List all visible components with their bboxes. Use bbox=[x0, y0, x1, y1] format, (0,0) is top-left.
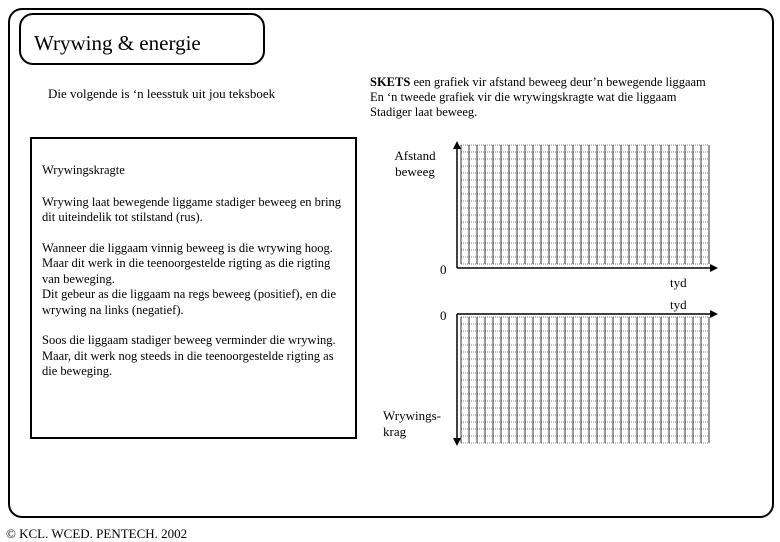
top-graph-ylabel-line-2: beweeg bbox=[395, 164, 435, 179]
top-graph-ylabel-line-1: Afstand bbox=[394, 148, 436, 163]
intro-text: Die volgende is ‘n leesstuk uit jou teksboek bbox=[48, 86, 276, 101]
sketch-line-2: En ‘n tweede grafiek vir die wrywingskragte wat die liggaam bbox=[370, 90, 677, 104]
bottom-graph-ylabel-line-1: Wrywings- bbox=[383, 408, 441, 423]
page-title: Wrywing & energie bbox=[19, 13, 265, 65]
reading-paragraph-2-line-1: Wanneer die liggaam vinnig beweeg is die wrywing hoog. bbox=[42, 240, 333, 255]
bottom-graph-grid[interactable] bbox=[461, 317, 709, 443]
bottom-graph-ylabel-line-2: krag bbox=[383, 424, 407, 439]
sketch-keyword: SKETS bbox=[370, 75, 411, 89]
copyright-footer: © KCL. WCED. PENTECH. 2002 bbox=[6, 526, 188, 541]
reading-paragraph-2-line-2: Maar dit werk in die teenoorgestelde rigting as die rigting van beweging. bbox=[42, 256, 331, 286]
bottom-graph-xlabel: tyd bbox=[670, 297, 687, 312]
top-graph-grid[interactable] bbox=[461, 145, 709, 264]
sketch-line-1: een grafiek vir afstand beweeg deur’n bewegende liggaam bbox=[410, 75, 706, 89]
reading-paragraph-3: Soos die liggaam stadiger beweeg verminder die wrywing. Maar, dit werk nog steeds in die teenoorgestelde rigting as die beweging. bbox=[42, 333, 336, 378]
reading-paragraph-1: Wrywing laat bewegende liggame stadiger beweeg en bring dit uiteindelik tot stilstand (rus). bbox=[42, 194, 342, 224]
top-graph-origin: 0 bbox=[440, 262, 447, 277]
reading-paragraph-2-line-3: Dit gebeur as die liggaam na regs beweeg (positief), en die wrywing na links (negatief). bbox=[42, 287, 336, 317]
bottom-graph-origin: 0 bbox=[440, 308, 447, 323]
sketch-line-3: Stadiger laat beweeg. bbox=[370, 105, 478, 119]
top-graph-xlabel: tyd bbox=[670, 275, 687, 290]
reading-heading: Wrywingskragte bbox=[42, 163, 125, 177]
